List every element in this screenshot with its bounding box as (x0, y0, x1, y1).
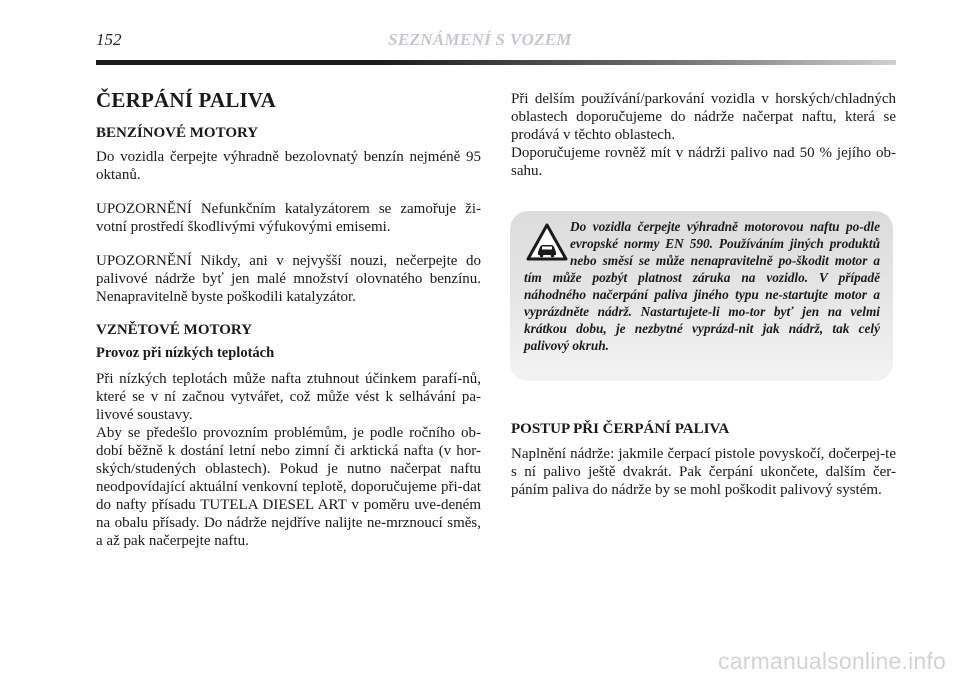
page-title: ČERPÁNÍ PALIVA (96, 88, 276, 112)
diesel-heading: VZNĚTOVÉ MOTORY (96, 322, 253, 338)
header-rule (96, 60, 896, 65)
right-paragraph-1: Při delším používání/parkování vozidla v horských/chladných oblastech doporučujeme do nádrže načerpat naftu, která se prodává v těchto oblastech. (511, 91, 896, 143)
warning-text-wrap (524, 218, 880, 354)
right-column (511, 90, 896, 180)
page-number: 152 (96, 30, 122, 49)
watermark: carmanualsonline.info (718, 648, 946, 674)
warning-text: Do vozidla čerpejte výhradně motorovou naftu po-dle evropské normy EN 590. Používáním jiných produktů nebo směsí se může nenapravitelně po-škodit motor a tím může pozbýt platnost záruka na vozidlo. V případě náhodného načerpání paliva jiného typu ne-startujte motor a vyprázdněte nádrž. Nastartujete-li mo-tor byť jen na velmi krátkou dobu, je nezbytné vyprázd-nit jak nádrž, tak celý palivový okruh. (524, 219, 880, 353)
left-column (96, 78, 481, 550)
procedure-paragraph: Naplnění nádrže: jakmile čerpací pistole povyskočí, dočerpej-te s ní palivo ještě dvakrát. Pak čerpání ukončete, dalším čer-páním paliva do nádrže by se mohl poškodit palivový systém. (511, 446, 896, 498)
procedure-section (511, 421, 896, 515)
diesel-paragraph-2: Aby se předešlo provozním problémům, je podle ročního ob-dobí běžně k dostání letní nebo zimní či arktická nafta (v hor-ských/studených oblastech). Pokud je nutno načerpat naftu neodpovídající aktuální venkovní teplotě, doporučujeme při-dat do nafty přísadu TUTELA DIESEL ART v poměru uve-deném na obalu přísady. Do nádrže nejdříve nalijte ne-mrznoucí směs, a až pak načerpejte naftu. (96, 425, 481, 549)
petrol-warning-2: UPOZORNĚNÍ Nikdy, ani v nejvyšší nouzi, nečerpejte do palivové nádrže byť jen malé množství olovnatého benzínu. Nenapravitelně byste poškodili katalyzátor. (96, 253, 481, 305)
procedure-heading: POSTUP PŘI ČERPÁNÍ PALIVA (511, 421, 730, 437)
petrol-heading: BENZÍNOVÉ MOTORY (96, 125, 259, 141)
right-paragraph-2: Doporučujeme rovněž mít v nádrži palivo nad 50 % jejího ob-sahu. (511, 145, 896, 179)
diesel-subheading: Provoz při nízkých teplotách (96, 345, 275, 361)
petrol-paragraph-1: Do vozidla čerpejte výhradně bezolovnatý benzín nejméně 95 oktanů. (96, 149, 481, 183)
petrol-warning-1: UPOZORNĚNÍ Nefunkčním katalyzátorem se zamořuje ži-votní prostředí škodlivými výfukovými emisemi. (96, 201, 481, 235)
diesel-paragraph-1: Při nízkých teplotách může nafta ztuhnout účinkem parafí-nů, které se v ní začnou vytvářet, což může vést k selhávání pa-livové soustavy. (96, 371, 481, 423)
warning-box (510, 211, 893, 381)
section-title: SEZNÁMENÍ S VOZEM (388, 30, 572, 49)
